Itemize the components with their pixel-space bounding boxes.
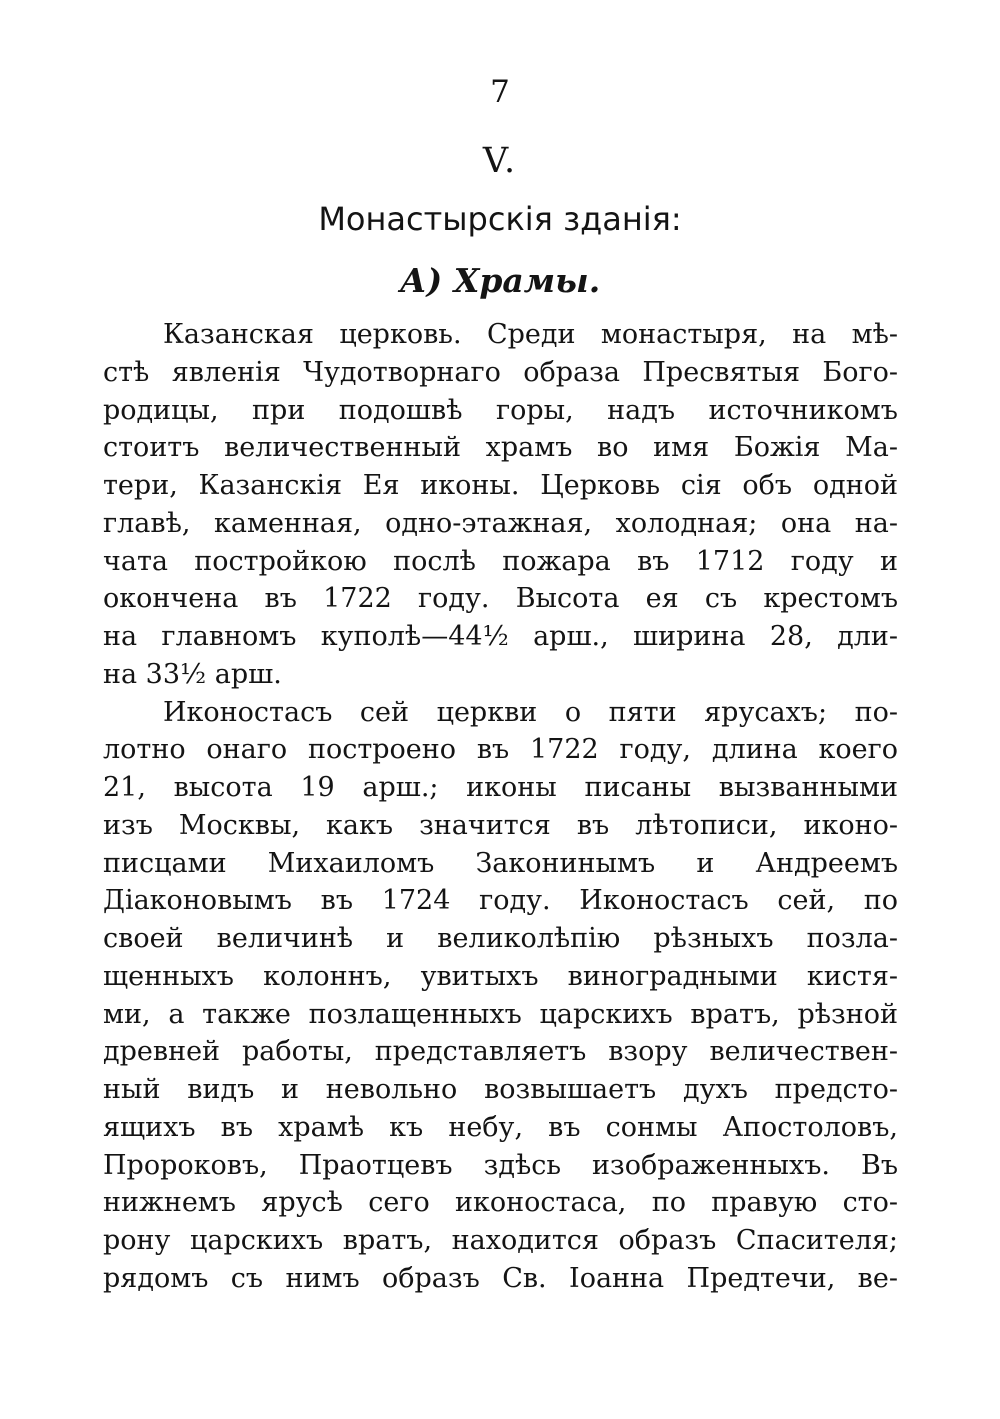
text-line: лотно онаго построено въ 1722 году, длина коего xyxy=(103,734,898,766)
text-line: ящихъ въ храмѣ къ небу, въ сонмы Апостоловъ, xyxy=(103,1111,898,1143)
text-line: на главномъ куполѣ—44½ арш., ширина 28, дли- xyxy=(103,621,898,652)
text-line: Діаконовымъ въ 1724 году. Иконостасъ сей, по xyxy=(103,885,898,917)
body-text xyxy=(103,316,898,1298)
text-line: рону царскихъ вратъ, находится образъ Спасителя; xyxy=(103,1225,898,1256)
text-line: стоитъ величественный храмъ во имя Божія Ма- xyxy=(103,432,898,464)
text-line: стѣ явленія Чудотворнаго образа Пресвятыя Бого- xyxy=(103,356,898,388)
text-line: ный видъ и невольно возвышаетъ духъ предсто- xyxy=(103,1074,898,1105)
text-line: изъ Москвы, какъ значится въ лѣтописи, иконо- xyxy=(103,809,898,841)
text-line: тери, Казанскія Ея иконы. Церковь сія объ одной xyxy=(103,470,898,501)
text-line: родицы, при подошвѣ горы, надъ источникомъ xyxy=(103,394,898,426)
text-line: нижнемъ ярусѣ сего иконостаса, по правую сто- xyxy=(103,1187,898,1219)
text-line: 21, высота 19 арш.; иконы писаны вызванными xyxy=(103,772,898,803)
section-number: V. xyxy=(482,141,518,181)
text-line: ми, а также позлащенныхъ царскихъ вратъ, рѣзной xyxy=(103,998,898,1030)
subsection-title: А) Храмы. xyxy=(399,261,601,300)
text-line: древней работы, представляетъ взору величествен- xyxy=(103,1036,898,1068)
text-line: Иконостасъ сей церкви о пяти ярусахъ; по- xyxy=(163,696,898,728)
text-line: главѣ, каменная, одно-этажная, холодная; она на- xyxy=(103,507,898,539)
text-line: Пророковъ, Праотцевъ здѣсь изображенныхъ. Въ xyxy=(103,1149,898,1181)
text-line: рядомъ съ нимъ образъ Св. Іоанна Предтечи, ве- xyxy=(103,1262,898,1294)
text-line: на 33½ арш. xyxy=(103,658,282,690)
text-line: писцами Михаиломъ Законинымъ и Андреемъ xyxy=(103,847,898,879)
text-line: щенныхъ колоннъ, увитыхъ виноградными кистя- xyxy=(103,960,898,992)
text-line: чата постройкою послѣ пожара въ 1712 году и xyxy=(103,545,898,577)
page-number: 7 xyxy=(490,74,510,110)
text-line: Казанская церковь. Среди монастыря, на мѣ- xyxy=(163,319,898,350)
section-title: Монастырскія зданія: xyxy=(318,200,682,238)
text-line: окончена въ 1722 году. Высота ея съ крестомъ xyxy=(103,583,898,615)
text-line: своей величинѣ и великолѣпію рѣзныхъ позла- xyxy=(103,923,898,954)
